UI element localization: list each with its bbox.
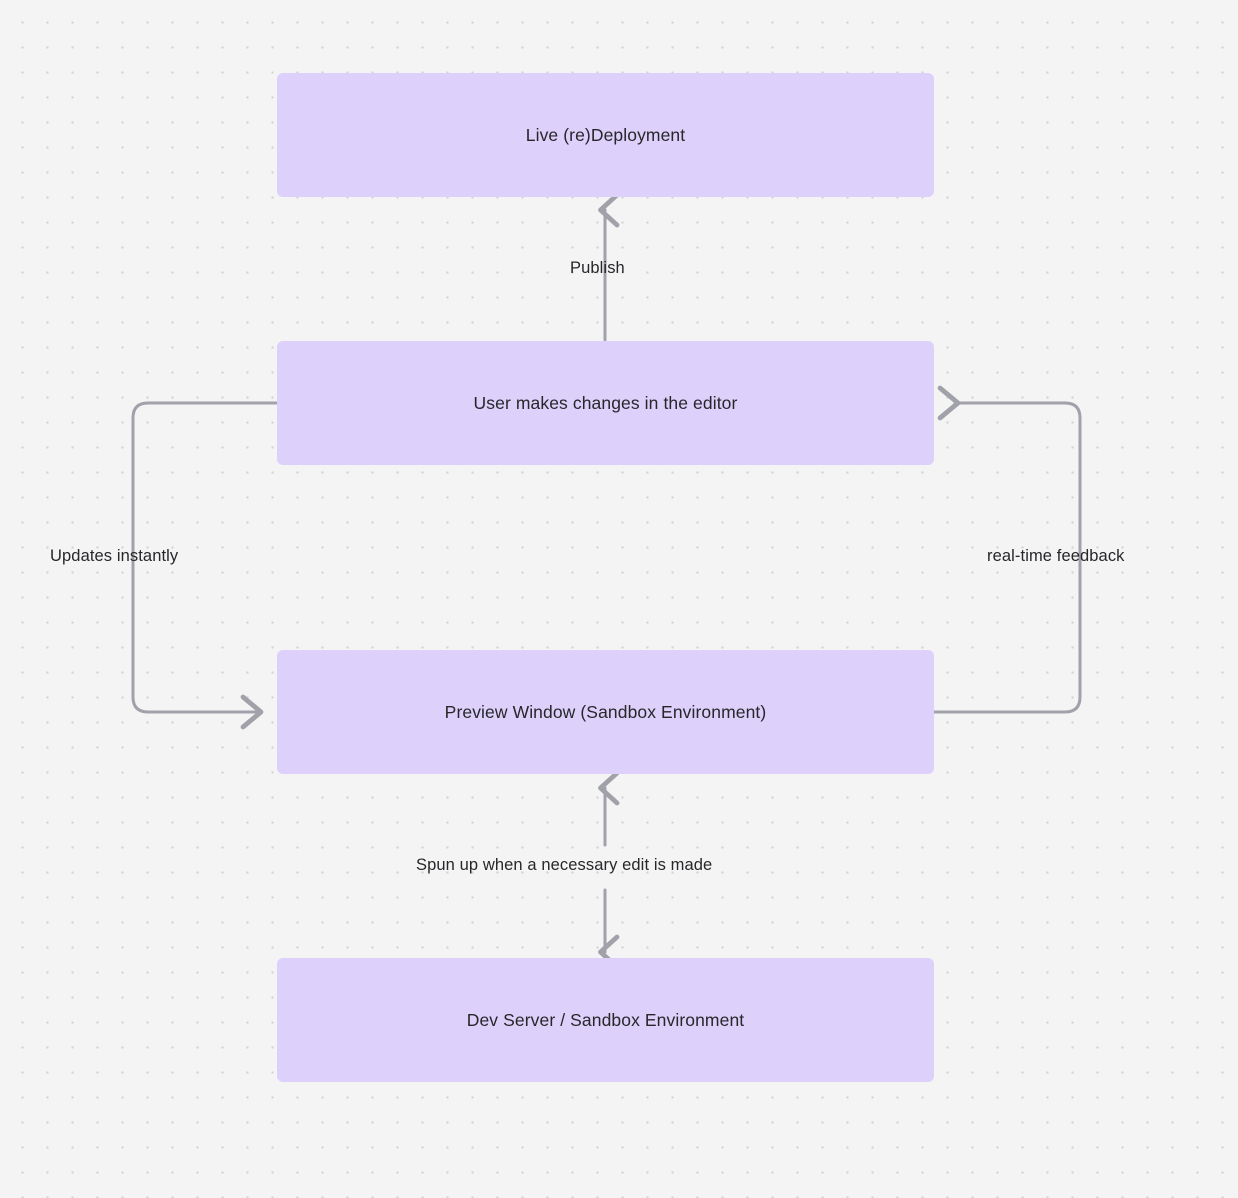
node-label: Dev Server / Sandbox Environment <box>466 1009 745 1030</box>
node-label: Preview Window (Sandbox Environment) <box>444 701 767 722</box>
edge-label-spun-up: Spun up when a necessary edit is made <box>416 856 713 874</box>
edge-label-updates-instantly: Updates instantly <box>50 547 179 565</box>
node-live-deployment[interactable] <box>277 73 934 197</box>
node-label: User makes changes in the editor <box>473 392 738 413</box>
edge-label-publish: Publish <box>570 259 625 277</box>
node-preview-window[interactable] <box>277 650 934 774</box>
node-user-edits[interactable] <box>277 341 934 465</box>
edge-label-real-time-feedback: real-time feedback <box>987 547 1125 565</box>
node-label: Live (re)Deployment <box>525 124 686 145</box>
node-dev-server[interactable] <box>277 958 934 1082</box>
